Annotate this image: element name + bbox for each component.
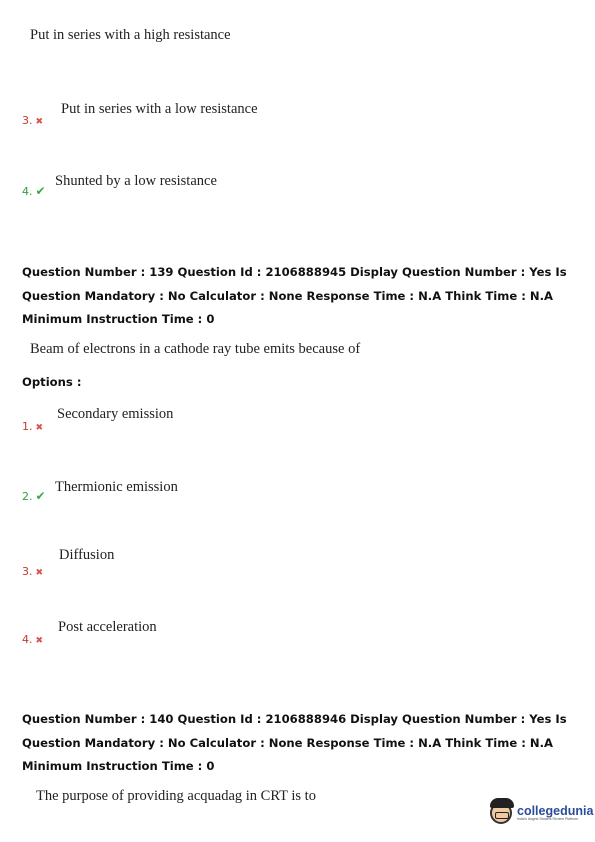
cross-icon: ✖ [35, 117, 44, 127]
option-number: 4. ✔ [22, 184, 46, 198]
question-header: Question Number : 139 Question Id : 2106888945 Display Question Number : Yes Is Question Mandatory : No Calculator : None Response Time : N.A Think Time : N.A Minimum Instruction Time : 0 [22, 265, 567, 326]
check-icon: ✔ [35, 489, 46, 503]
option-text: Diffusion [59, 547, 115, 563]
question-text: Beam of electrons in a cathode ray tube emits because of [30, 341, 361, 357]
question-text: The purpose of providing acquadag in CRT is to [36, 788, 316, 804]
option-number: 2. ✔ [22, 489, 46, 503]
logo-name: collegedunia [517, 803, 594, 818]
option-text: Thermionic emission [55, 479, 178, 495]
options-label: Options : [22, 375, 82, 389]
collegedunia-logo [490, 802, 593, 824]
option-number: 3. ✖ [22, 114, 44, 127]
option-number: 4. ✖ [22, 633, 44, 646]
cross-icon: ✖ [35, 568, 44, 578]
option-text: Secondary emission [57, 406, 174, 422]
question-header: Question Number : 140 Question Id : 2106888946 Display Question Number : Yes Is Question Mandatory : No Calculator : None Response Time : N.A Think Time : N.A Minimum Instruction Time : 0 [22, 712, 567, 773]
cross-icon: ✖ [35, 423, 44, 433]
option-text: Put in series with a low resistance [61, 101, 258, 117]
option-text: Post acceleration [58, 619, 157, 635]
logo-tagline: India's largest Student Review Platform [517, 817, 578, 821]
option-text: Put in series with a high resistance [30, 27, 231, 43]
mascot-icon [490, 802, 512, 824]
check-icon: ✔ [35, 184, 46, 198]
option-number: 1. ✖ [22, 420, 44, 433]
cross-icon: ✖ [35, 636, 44, 646]
option-text: Shunted by a low resistance [55, 173, 217, 189]
option-number: 3. ✖ [22, 565, 44, 578]
